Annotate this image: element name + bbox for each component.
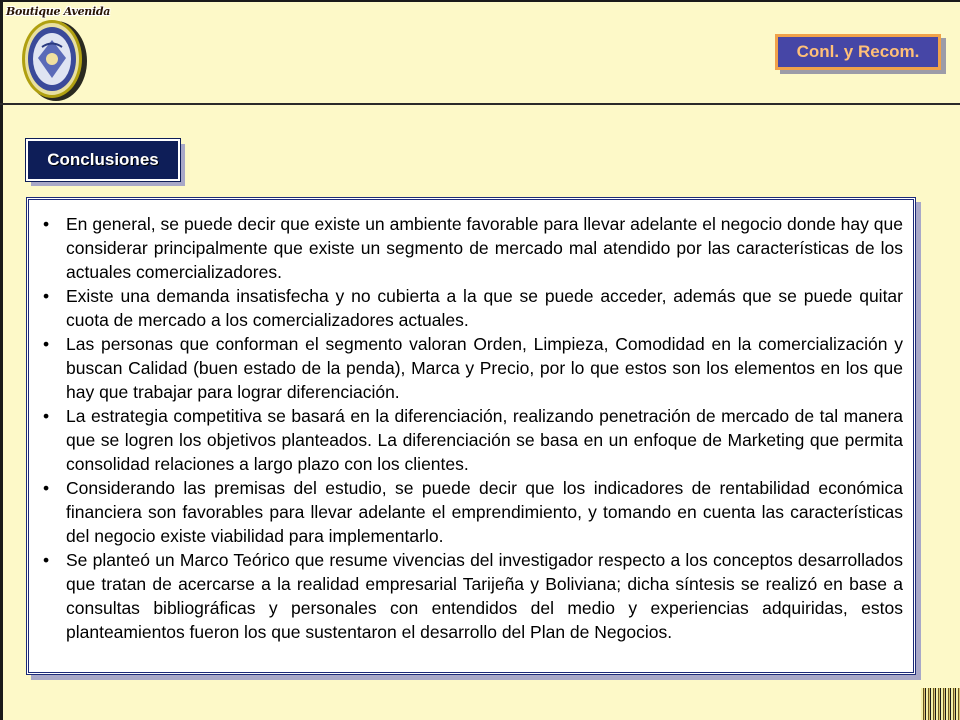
conl-recom-nav-button[interactable] bbox=[775, 34, 941, 70]
bullet-icon: • bbox=[43, 406, 50, 426]
header-divider bbox=[0, 103, 960, 105]
list-item-text: Existe una demanda insatisfecha y no cubierta a la que se puede acceder, además que se puede quitar cuota de mercado a los comercializadores actuales. bbox=[66, 286, 903, 330]
list-item bbox=[39, 332, 903, 404]
list-item-text: La estrategia competitiva se basará en la diferenciación, realizando penetración de mercado de tal manera que se logren los objetivos planteados. La diferenciación se basa en un enfoque de Marketing que permita consolidad relaciones a largo plazo con los clientes. bbox=[66, 406, 903, 474]
bullet-icon: • bbox=[43, 334, 50, 354]
list-item bbox=[39, 476, 903, 548]
conclusions-panel bbox=[26, 197, 916, 675]
bullet-icon: • bbox=[43, 550, 50, 570]
frame-top-border bbox=[0, 0, 960, 2]
frame-left-border bbox=[0, 0, 3, 720]
list-item bbox=[39, 548, 903, 644]
list-item-text: Se planteó un Marco Teórico que resume vivencias del investigador respecto a los conceptos desarrollados que tratan de acercarse a la realidad empresarial Tarijeña y Boliviana; dicha síntesis se realizó en base a consultas bibliográficas y personales con entendidos del medio y experiencias adquiridas, estos planteamientos fueron los que sustentaron el desarrollo del Plan de Negocios. bbox=[66, 550, 903, 642]
brand-name: Boutique Avenida bbox=[6, 5, 111, 18]
list-item-text: Considerando las premisas del estudio, se puede decir que los indicadores de rentabilidad económica financiera son favorables para llevar adelante el emprendimiento, y tomando en cuenta las características del negocio existe viabilidad para implementarlo. bbox=[66, 478, 903, 546]
conl-recom-nav-label: Conl. y Recom. bbox=[796, 42, 920, 61]
corner-pattern-decoration bbox=[921, 688, 960, 720]
bullet-icon: • bbox=[43, 478, 50, 498]
list-item bbox=[39, 404, 903, 476]
list-item-text: En general, se puede decir que existe un ambiente favorable para llevar adelante el negocio donde hay que considerar principalmente que existe un segmento de mercado mal atendido por las características de los actuales comercializadores. bbox=[66, 214, 903, 282]
section-title: Conclusiones bbox=[47, 150, 159, 169]
university-seal-icon bbox=[16, 14, 90, 104]
bullet-icon: • bbox=[43, 214, 50, 234]
list-item-text: Las personas que conforman el segmento valoran Orden, Limpieza, Comodidad en la comercialización y buscan Calidad (buen estado de la penda), Marca y Precio, por lo que estos son los elementos en los que hay que trabajar para lograr diferenciación. bbox=[66, 334, 903, 402]
bullet-icon: • bbox=[43, 286, 50, 306]
conclusions-list bbox=[39, 212, 903, 644]
list-item bbox=[39, 284, 903, 332]
logo bbox=[4, 2, 111, 102]
section-title-tab bbox=[26, 139, 180, 181]
list-item bbox=[39, 212, 903, 284]
